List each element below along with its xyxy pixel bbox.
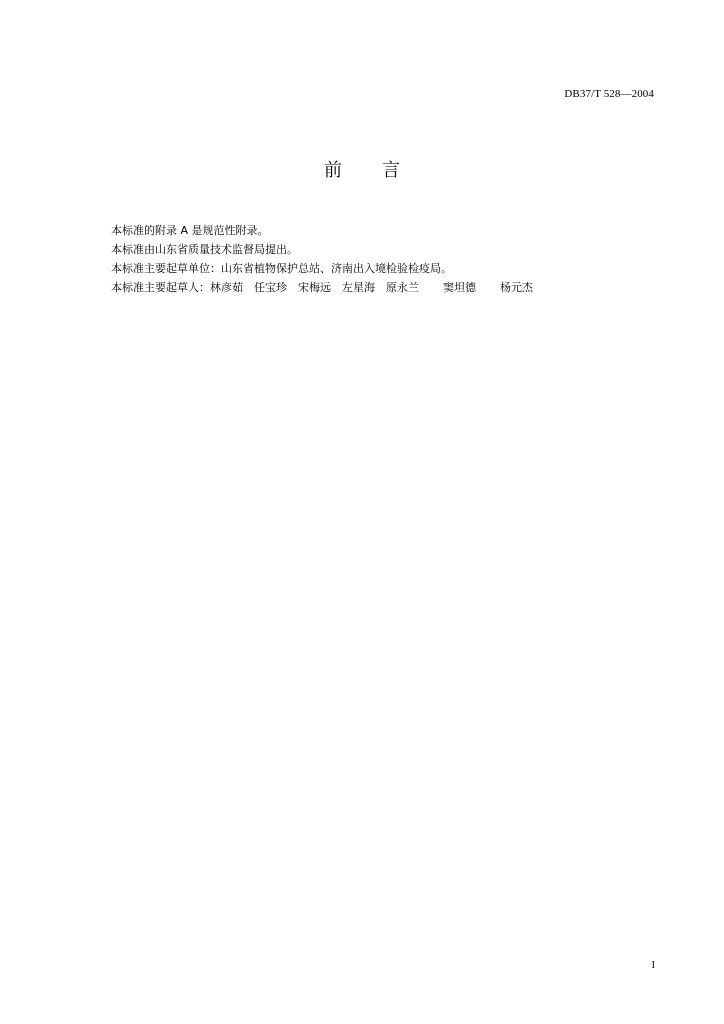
- drafter-name: 任宝珍: [254, 281, 287, 294]
- paragraph-drafting-units: 本标准主要起草单位：山东省植物保护总站、济南出入境检验检疫局。: [111, 262, 452, 275]
- foreword-body: [111, 221, 544, 297]
- title-char-2: 言: [382, 160, 400, 181]
- paragraph-appendix: 本标准的附录 A 是规范性附录。: [111, 224, 269, 237]
- page-title: [0, 156, 724, 182]
- standard-code: DB37/T 528—2004: [564, 88, 654, 100]
- drafter-name: 宋梅远: [298, 281, 331, 294]
- drafter-name: 原永兰: [386, 281, 419, 294]
- drafter-name: 窦坦德: [443, 281, 476, 294]
- drafter-name: 左星海: [342, 281, 375, 294]
- drafter-name: 林彦茹: [210, 281, 243, 294]
- drafters-label: 本标准主要起草人：: [111, 281, 210, 294]
- paragraph-proposer: 本标准由山东省质量技术监督局提出。: [111, 243, 298, 256]
- title-char-1: 前: [324, 160, 342, 181]
- drafter-name: 杨元杰: [500, 281, 533, 294]
- page-number: I: [651, 960, 655, 971]
- paragraph-drafters: [111, 278, 544, 297]
